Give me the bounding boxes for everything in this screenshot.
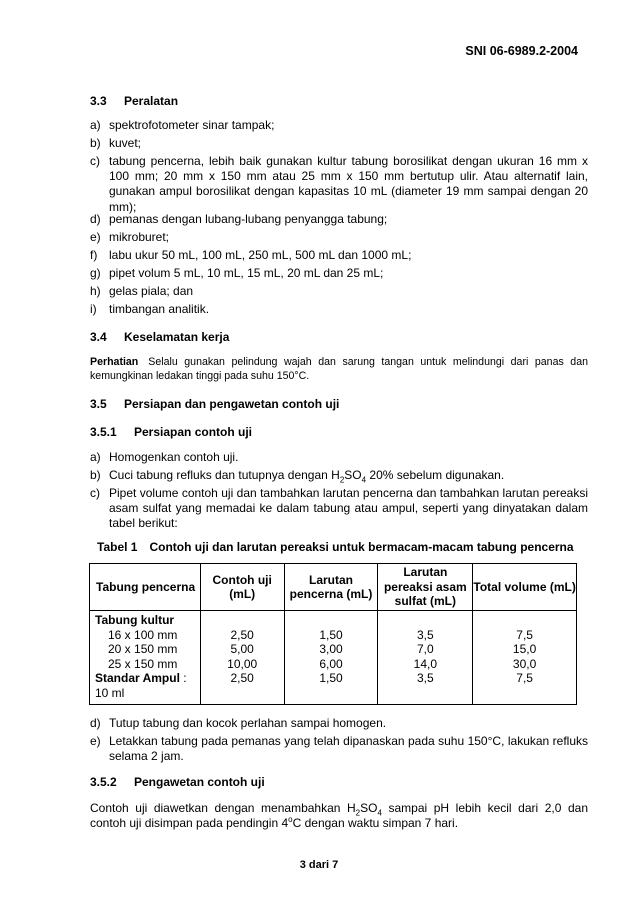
list-item bbox=[90, 468, 588, 483]
table-row bbox=[90, 611, 577, 705]
header-cell: Larutan pereaksi asam sulfat (mL) bbox=[378, 564, 473, 611]
list-marker: g) bbox=[90, 266, 101, 280]
section-title: Pengawetan contoh uji bbox=[134, 775, 265, 789]
list-item bbox=[90, 716, 588, 731]
value: 2,50 bbox=[230, 671, 254, 686]
tube-type-cell bbox=[90, 611, 201, 705]
list-item bbox=[90, 154, 588, 215]
list-text: kuvet; bbox=[109, 136, 142, 150]
header-cell: Total volume (mL) bbox=[473, 564, 577, 611]
section-number: 3.5.1 bbox=[90, 425, 117, 439]
list-marker: f) bbox=[90, 248, 98, 262]
list-item bbox=[90, 230, 588, 245]
value: 15,0 bbox=[512, 642, 537, 657]
table-caption bbox=[97, 540, 574, 555]
section-3-4-heading bbox=[90, 330, 229, 345]
section-title: Persiapan dan pengawetan contoh uji bbox=[124, 397, 340, 411]
value: 10,00 bbox=[227, 656, 258, 671]
list-marker: d) bbox=[90, 212, 101, 226]
list-text: Homogenkan contoh uji. bbox=[109, 450, 239, 464]
preservation-paragraph: Contoh uji diawetkan dengan menambahkan $H_2SO_4$ sampai pH lebih kecil dari 2,0 dan contoh uji disimpan pada pendingin 4$^o$C dengan waktu simpan 7 hari. bbox=[90, 801, 588, 831]
list-marker: e) bbox=[90, 734, 101, 748]
list-marker: b) bbox=[90, 136, 101, 150]
sample-volume-cell bbox=[200, 611, 284, 705]
list-item bbox=[90, 302, 588, 317]
value: 2,50 bbox=[230, 627, 254, 642]
value: 7,0 bbox=[416, 642, 434, 657]
document-id: SNI 06-6989.2-2004 bbox=[465, 44, 578, 58]
tube-size: 16 x 100 mm bbox=[108, 627, 178, 642]
value: 14,0 bbox=[413, 656, 437, 671]
ampul-label-line: Standar Ampul : bbox=[95, 671, 187, 686]
section-3-5-heading bbox=[90, 397, 339, 412]
value: 7,5 bbox=[516, 627, 533, 642]
list-marker: i) bbox=[90, 302, 97, 316]
list-marker: h) bbox=[90, 284, 101, 298]
list-text: Cuci tabung refluks dan tutupnya dengan $H_2SO_4$ 20% sebelum digunakan. bbox=[109, 468, 505, 485]
ampul-volume: 10 ml bbox=[95, 685, 125, 700]
list-text: Letakkan tabung pada pemanas yang telah dipanaskan pada suhu 150°C, lakukan refluks selama 2 jam. bbox=[109, 734, 588, 764]
digestion-solution-cell bbox=[284, 611, 378, 705]
list-marker: b) bbox=[90, 468, 101, 482]
sulfuric-reagent-cell bbox=[378, 611, 473, 705]
table-label: Tabel 1 bbox=[97, 540, 138, 554]
list-text: Pipet volume contoh uji dan tambahkan larutan pencerna dan tambahkan larutan pereaksi asam sulfat yang memadai ke dalam tabung atau ampul, seperti yang dinyatakan dalam tabel berikut: bbox=[109, 486, 588, 531]
value: 1,50 bbox=[319, 671, 343, 686]
header-cell: Larutan pencerna (mL) bbox=[284, 564, 378, 611]
list-text: pemanas dengan lubang-lubang penyangga tabung; bbox=[109, 212, 388, 226]
list-marker: a) bbox=[90, 450, 101, 464]
list-marker: e) bbox=[90, 230, 101, 244]
note-label: Perhatian bbox=[90, 356, 139, 368]
value: 1,50 bbox=[319, 627, 343, 642]
list-item bbox=[90, 450, 588, 465]
table-header-row bbox=[90, 564, 577, 611]
value: 5,00 bbox=[230, 642, 254, 657]
value: 3,5 bbox=[416, 671, 434, 686]
list-text: pipet volum 5 mL, 10 mL, 15 mL, 20 mL dan 25 mL; bbox=[109, 266, 384, 280]
list-text: gelas piala; dan bbox=[109, 284, 194, 298]
ampul-label: Standar Ampul bbox=[95, 671, 180, 686]
reagent-table bbox=[89, 563, 577, 705]
list-text: tabung pencerna, lebih baik gunakan kultur tabung borosilikat dengan ukuran 16 mm x 100 mm; 20 mm x 150 mm atau 25 mm x 150 mm bertutup ulir. Atau alternatif lain, gunakan ampul borosilikat dengan kapasitas 10 mL (diameter 19 mm sampai dengan 20 mm); bbox=[109, 154, 588, 214]
list-item bbox=[90, 734, 588, 764]
section-title: Persiapan contoh uji bbox=[134, 425, 253, 439]
list-item bbox=[90, 248, 588, 263]
table-caption-text: Contoh uji dan larutan pereaksi untuk bermacam-macam tabung pencerna bbox=[149, 540, 574, 554]
safety-note bbox=[90, 355, 588, 383]
tube-size: 20 x 150 mm bbox=[108, 642, 178, 657]
section-number: 3.5.2 bbox=[90, 775, 117, 789]
list-marker: c) bbox=[90, 486, 100, 500]
total-volume-cell bbox=[473, 611, 577, 705]
list-item bbox=[90, 266, 588, 281]
value: 3,5 bbox=[416, 627, 434, 642]
value: 30,0 bbox=[512, 656, 537, 671]
list-text: Tutup tabung dan kocok perlahan sampai homogen. bbox=[109, 716, 387, 730]
section-3-5-1-heading bbox=[90, 425, 252, 440]
list-item bbox=[90, 136, 588, 151]
page-number: 3 dari 7 bbox=[299, 859, 339, 871]
tube-size: 25 x 150 mm bbox=[108, 656, 178, 671]
list-marker: d) bbox=[90, 716, 101, 730]
section-number: 3.5 bbox=[90, 397, 107, 411]
section-number: 3.3 bbox=[90, 94, 107, 108]
list-item bbox=[90, 284, 588, 299]
header-cell: Contoh uji (mL) bbox=[200, 564, 284, 611]
list-item bbox=[90, 118, 588, 133]
list-text: spektrofotometer sinar tampak; bbox=[109, 118, 275, 132]
list-item bbox=[90, 486, 588, 532]
section-3-3-heading bbox=[90, 94, 178, 109]
list-marker: c) bbox=[90, 154, 100, 168]
list-text: mikroburet; bbox=[109, 230, 170, 244]
section-title: Keselamatan kerja bbox=[124, 330, 230, 344]
list-marker: a) bbox=[90, 118, 101, 132]
note-text: Selalu gunakan pelindung wajah dan sarung tangan untuk melindungi dari panas dan kemungkinan ledakan tinggi pada suhu 150°C. bbox=[90, 356, 588, 382]
section-3-5-2-heading bbox=[90, 775, 265, 790]
list-item bbox=[90, 212, 588, 227]
list-text: labu ukur 50 mL, 100 mL, 250 mL, 500 mL dan 1000 mL; bbox=[109, 248, 412, 262]
section-number: 3.4 bbox=[90, 330, 107, 344]
value: 7,5 bbox=[516, 671, 533, 686]
value: 3,00 bbox=[319, 642, 343, 657]
header-cell: Tabung pencerna bbox=[90, 564, 201, 611]
tube-kultur-label: Tabung kultur bbox=[95, 613, 175, 627]
section-title: Peralatan bbox=[124, 94, 179, 108]
value: 6,00 bbox=[319, 656, 343, 671]
list-text: timbangan analitik. bbox=[109, 302, 210, 316]
